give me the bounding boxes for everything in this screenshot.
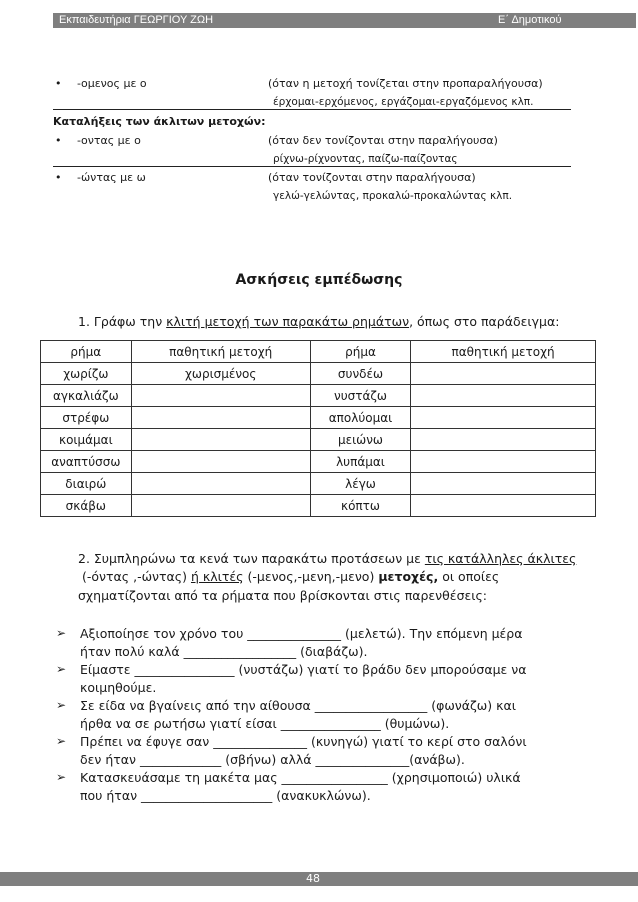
verb-cell: κόπτω [310, 495, 410, 517]
sentence-line[interactable]: Πρέπει να έφυγε σαν _______________ (κυνηγώ) γιατί το κερί στο σαλόνι [80, 734, 527, 749]
rule-underline [53, 166, 571, 167]
exercise2-text: 2. Συμπληρώνω τα κενά των παρακάτω προτάσεων με [78, 551, 425, 566]
exercise1-number: 1. [78, 314, 90, 329]
table-row [41, 451, 596, 473]
verb-cell: αγκαλιάζω [41, 385, 132, 407]
arrow-bullet-icon: ➢ [56, 770, 67, 784]
rule-note: (όταν δεν τονίζονται στην παραλήγουσα) [268, 134, 498, 147]
rule-term: -ώντας με ω [77, 171, 146, 184]
rule-term: -οντας με ο [77, 134, 141, 147]
rule-example: ρίχνω-ρίχνοντας, παίζω-παίζοντας [273, 153, 458, 165]
participle-cell[interactable] [411, 363, 596, 385]
verb-cell: λέγω [310, 473, 410, 495]
exercise2-text: (-μενος,-μενη,-μενο) [243, 569, 379, 584]
arrow-bullet-icon: ➢ [56, 734, 67, 748]
exercise2-text: (-όντας ,-ώντας) [82, 569, 191, 584]
verb-cell: συνδέω [310, 363, 410, 385]
rule-note: (όταν η μετοχή τονίζεται στην προπαραλήγουσα) [268, 77, 543, 90]
verb-cell: αναπτύσσω [41, 451, 132, 473]
exercise2-text: οι οποίες [438, 569, 500, 584]
table-header-cell: παθητική μετοχή [411, 341, 596, 363]
participle-cell[interactable] [131, 407, 310, 429]
exercise2-text: σχηματίζονται από τα ρήματα που βρίσκονται στις παρενθέσεις: [78, 588, 488, 603]
participle-cell[interactable] [131, 473, 310, 495]
sentence-line[interactable]: ήρθα να σε ρωτήσω γιατί είσαι ________________ (θυμώνω). [80, 716, 450, 731]
exercise2-line1 [78, 551, 576, 566]
table-header-cell: παθητική μετοχή [131, 341, 310, 363]
school-name: Εκπαιδευτήρια ΓΕΩΡΓΙΟΥ ΖΩΗ [59, 14, 214, 26]
participle-cell[interactable] [131, 495, 310, 517]
rule-term: -ομενος με ο [77, 77, 147, 90]
exercise2-line3 [78, 588, 487, 603]
bullet-icon: • [55, 171, 62, 184]
table-header-row [41, 341, 596, 363]
bullet-icon: • [55, 77, 62, 90]
sentence-line[interactable]: ήταν πολύ καλά __________________ (διαβάζω). [80, 644, 368, 659]
verb-cell: στρέφω [41, 407, 132, 429]
page-number: 48 [306, 872, 320, 885]
verb-cell: σκάβω [41, 495, 132, 517]
participle-cell[interactable] [131, 385, 310, 407]
arrow-bullet-icon: ➢ [56, 662, 67, 676]
participle-cell[interactable] [411, 385, 596, 407]
verb-cell: νυστάζω [310, 385, 410, 407]
participle-cell[interactable] [411, 473, 596, 495]
exercise2-underlined: ή κλιτές [190, 569, 244, 584]
table-row [41, 473, 596, 495]
table-row [41, 385, 596, 407]
verb-cell: απολύομαι [310, 407, 410, 429]
participle-cell[interactable] [411, 429, 596, 451]
section-title: Ασκήσεις εμπέδωσης [235, 272, 403, 288]
exercise2-underlined: τις κατάλληλες άκλιτες [424, 551, 577, 566]
exercise1-text-before: Γράφω την [93, 314, 167, 329]
table-row [41, 407, 596, 429]
verb-cell: διαιρώ [41, 473, 132, 495]
exercise2-bold: μετοχές, [378, 569, 439, 584]
participle-cell[interactable] [411, 407, 596, 429]
exercise1-text-after: , όπως στο παράδειγμα: [409, 314, 560, 329]
exercise2-line2 [82, 569, 499, 584]
sentence-line[interactable]: Αξιοποίησε τον χρόνο του _______________ (μελετώ). Την επόμενη μέρα [80, 626, 523, 641]
exercise1-text-underlined: κλιτή μετοχή των παρακάτω ρημάτων [166, 314, 410, 329]
verb-cell: λυπάμαι [310, 451, 410, 473]
rule-note: (όταν τονίζονται στην παραλήγουσα) [268, 171, 476, 184]
rule-example: γελώ-γελώντας, προκαλώ-προκαλώντας κλπ. [273, 190, 513, 202]
verb-cell: κοιμάμαι [41, 429, 132, 451]
arrow-bullet-icon: ➢ [56, 698, 67, 712]
sentence-line: κοιμηθούμε. [80, 680, 157, 695]
table-header-cell: ρήμα [310, 341, 410, 363]
rule-underline [53, 109, 571, 110]
bullet-icon: • [55, 134, 62, 147]
participle-cell[interactable] [131, 451, 310, 473]
exercise1-instruction [78, 314, 559, 329]
rule-example: έρχομαι-ερχόμενος, εργάζομαι-εργαζόμενος κλπ. [273, 96, 534, 108]
table-header-cell: ρήμα [41, 341, 132, 363]
verb-cell: μειώνω [310, 429, 410, 451]
sentence-line[interactable]: Κατασκευάσαμε τη μακέτα μας _________________ (χρησιμοποιώ) υλικά [80, 770, 521, 785]
table-row [41, 495, 596, 517]
sentence-line[interactable]: δεν ήταν _____________ (σβήνω) αλλά _______________(ανάβω). [80, 752, 465, 767]
sentence-line[interactable]: Είμαστε ________________ (νυστάζω) γιατί το βράδυ δεν μπορούσαμε να [80, 662, 527, 677]
rules-heading: Καταλήξεις των άκλιτων μετοχών: [53, 115, 266, 128]
verbs-table [40, 340, 596, 517]
arrow-bullet-icon: ➢ [56, 626, 67, 640]
table-row [41, 429, 596, 451]
participle-cell[interactable] [411, 495, 596, 517]
grade-label: Ε΄ Δημοτικού [498, 14, 562, 26]
sentence-line[interactable]: που ήταν _____________________ (ανακυκλώνω). [80, 788, 371, 803]
participle-cell[interactable] [411, 451, 596, 473]
table-row [41, 363, 596, 385]
sentence-line[interactable]: Σε είδα να βγαίνεις από την αίθουσα __________________ (φωνάζω) και [80, 698, 516, 713]
page-header-bar [53, 13, 636, 28]
participle-cell[interactable]: χωρισμένος [131, 363, 310, 385]
verb-cell: χωρίζω [41, 363, 132, 385]
participle-cell[interactable] [131, 429, 310, 451]
